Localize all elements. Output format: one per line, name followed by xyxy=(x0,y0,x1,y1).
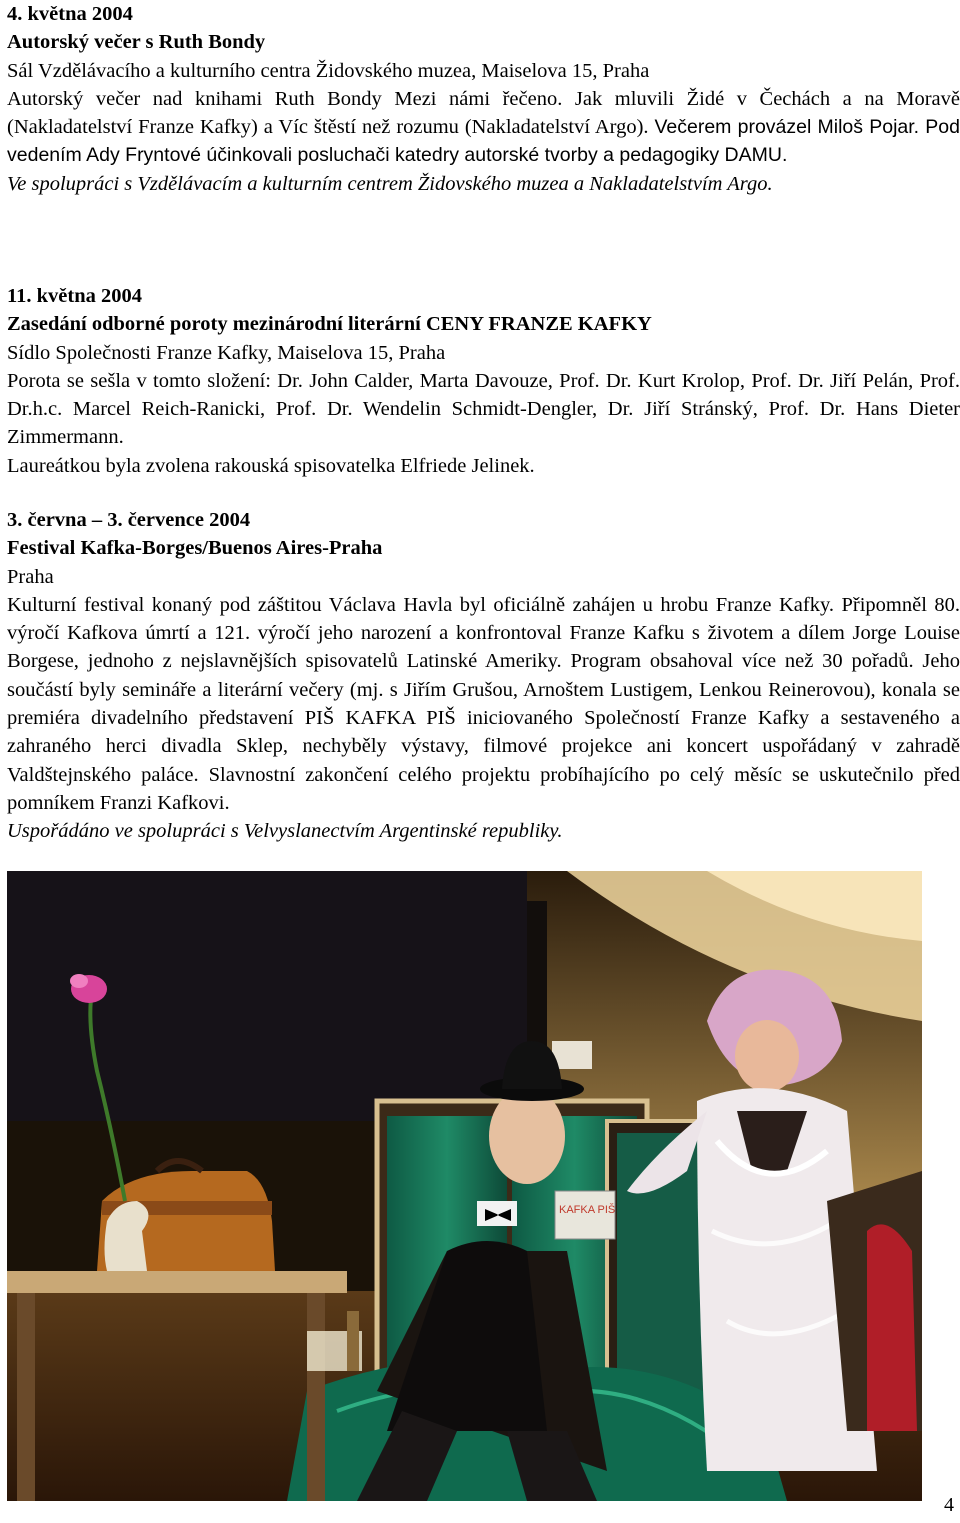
theatre-photo xyxy=(7,871,922,1501)
event-1-cooperation: Ve spolupráci s Vzdělávacím a kulturním centrem Židovského muzea a Nakladatelstvím Argo. xyxy=(7,172,773,195)
page-number: 4 xyxy=(944,1494,954,1516)
event-1-venue: Sál Vzdělávacího a kulturního centra Židovského muzea, Maiselova 15, Praha xyxy=(7,59,650,82)
event-1-text: Autorský večer nad knihami Ruth Bondy Mezi námi řečeno. Jak mluvili Židé v Čechách a na Moravě (Nakladatelství Franze Kafky) a Víc štěstí než rozumu (Nakladatelství Argo). xyxy=(7,87,960,139)
event-3-title: Festival Kafka-Borges/Buenos Aires-Praha xyxy=(7,537,383,560)
event-1-title: Autorský večer s Ruth Bondy xyxy=(7,31,266,54)
event-3-venue: Praha xyxy=(7,565,54,588)
event-3-cooperation: Uspořádáno ve spolupráci s Velvyslanectvím Argentinské republiky. xyxy=(7,820,563,843)
event-2-title: Zasedání odborné poroty mezinárodní literární CENY FRANZE KAFKY xyxy=(7,313,652,336)
event-2-date: 11. května 2004 xyxy=(7,285,142,307)
photo-screen-text: KAFKA PIŠ xyxy=(559,1204,616,1216)
event-3-date: 3. června – 3. července 2004 xyxy=(7,509,251,531)
event-1-text-sans: Večerem provázel Miloš Pojar. Pod vedením Ady Fryntové účinkovali posluchači katedry autorské tvorby a pedagogiky DAMU. xyxy=(7,116,960,167)
event-3 xyxy=(7,506,960,846)
event-2 xyxy=(7,282,960,480)
event-2-venue: Sídlo Společnosti Franze Kafky, Maiselova 15, Praha xyxy=(7,341,446,364)
event-1 xyxy=(7,0,960,198)
event-3-text: Kulturní festival konaný pod záštitou Václava Havla byl oficiálně zahájen u hrobu Franze Kafky. Připomněl 80. výročí Kafkova úmrtí a 121. výročí jeho narození a konfrontoval Franze Kafku s životem a dílem Jorge Louise Borgese, jednoho z nejslavnějších spisovatelů Latinské Ameriky. Program obsahoval více než 30 pořadů. Jeho součástí byly semináře a literární večery (mj. s Jiřím Grušou, Arnoštem Lustigem, Lenkou Reinerovou), konala se premiéra divadelního představení PIŠ KAFKA PIŠ iniciovaného Společností Franze Kafky a sestaveného a zahraného herci divadla Sklep, nechyběly výstavy, filmové projekce ani koncert uspořádaný v zahradě Valdštejnského paláce. Slavnostní zakončení celého projektu probíhajícího po celý měsíc se uskutečnilo před pomníkem Franzi Kafkovi. xyxy=(7,593,960,814)
event-1-date: 4. května 2004 xyxy=(7,3,133,25)
event-2-laureate: Laureátkou byla zvolena rakouská spisovatelka Elfriede Jelinek. xyxy=(7,454,535,477)
event-2-jury: Porota se sešla v tomto složení: Dr. John Calder, Marta Davouze, Prof. Dr. Kurt Krolop, Prof. Dr. Jiří Pelán, Prof. Dr.h.c. Marcel Reich-Ranicki, Prof. Dr. Wendelin Schmidt-Dengler, Dr. Jiří Stránský, Prof. Dr. Hans Dieter Zimmermann. xyxy=(7,369,960,449)
event-1-description xyxy=(7,85,960,170)
